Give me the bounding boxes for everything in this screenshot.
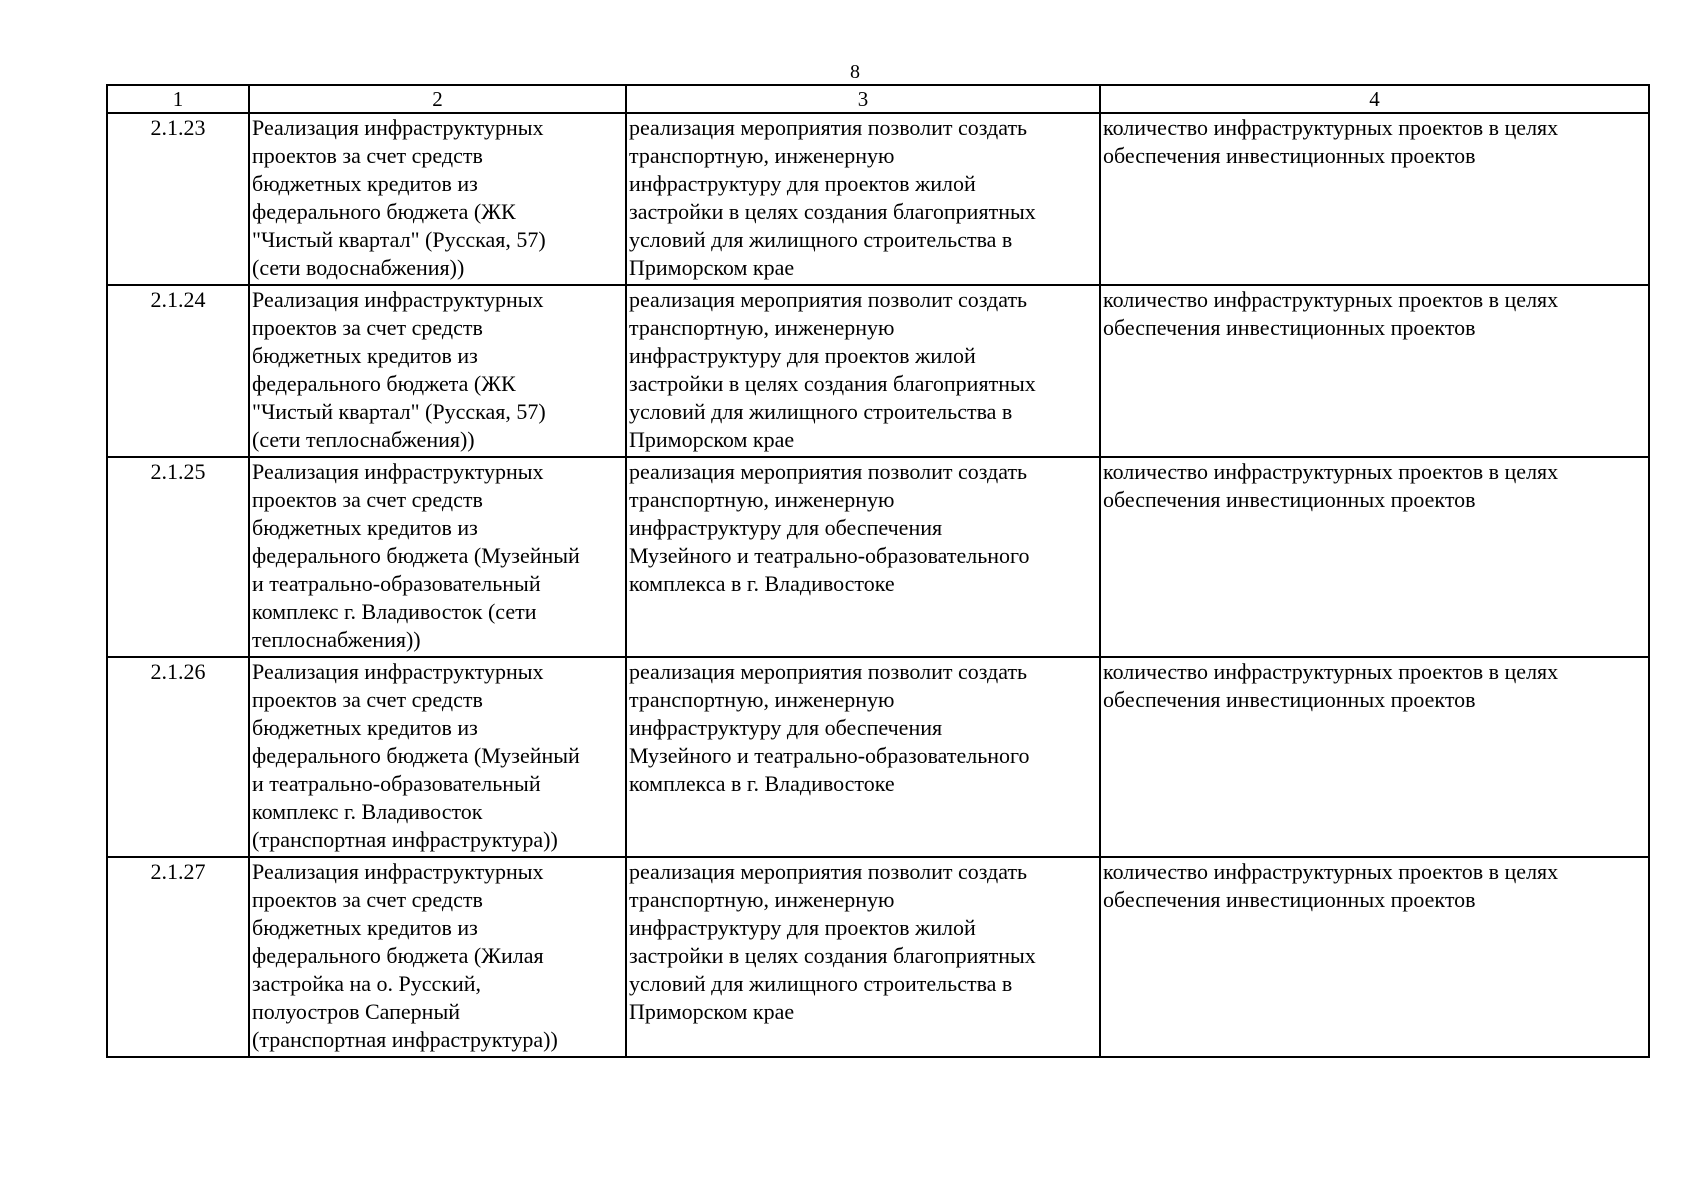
row-number: 2.1.25 [107,457,249,657]
measure-effect: реализация мероприятия позволит создать транспортную, инженерную инфраструктуру для проектов жилой застройки в целях создания благоприятных условий для жилищного строительства в Приморском крае [626,857,1100,1057]
column-header-4: 4 [1100,85,1649,113]
row-number: 2.1.26 [107,657,249,857]
row-number: 2.1.27 [107,857,249,1057]
column-header-2: 2 [249,85,626,113]
measure-name: Реализация инфраструктурных проектов за счет средств бюджетных кредитов из федерального бюджета (Жилая застройка на о. Русский, полуостров Саперный (транспортная инфраструктура)) [249,857,626,1057]
measure-effect: реализация мероприятия позволит создать транспортную, инженерную инфраструктуру для проектов жилой застройки в целях создания благоприятных условий для жилищного строительства в Приморском крае [626,285,1100,457]
table-row [107,857,1649,1057]
table-row [107,285,1649,457]
measure-indicator: количество инфраструктурных проектов в целях обеспечения инвестиционных проектов [1100,113,1649,285]
page-number: 8 [850,61,860,83]
measures-table [106,84,1650,1058]
measure-indicator: количество инфраструктурных проектов в целях обеспечения инвестиционных проектов [1100,457,1649,657]
measure-effect: реализация мероприятия позволит создать транспортную, инженерную инфраструктуру для проектов жилой застройки в целях создания благоприятных условий для жилищного строительства в Приморском крае [626,113,1100,285]
measure-name: Реализация инфраструктурных проектов за счет средств бюджетных кредитов из федерального бюджета (Музейный и театрально-образовательный комплекс г. Владивосток (транспортная инфраструктура)) [249,657,626,857]
measure-effect: реализация мероприятия позволит создать транспортную, инженерную инфраструктуру для обеспечения Музейного и театрально-образовательного комплекса в г. Владивостоке [626,457,1100,657]
row-number: 2.1.23 [107,113,249,285]
measure-name: Реализация инфраструктурных проектов за счет средств бюджетных кредитов из федерального бюджета (Музейный и театрально-образовательный комплекс г. Владивосток (сети теплоснабжения)) [249,457,626,657]
table-row [107,113,1649,285]
measure-indicator: количество инфраструктурных проектов в целях обеспечения инвестиционных проектов [1100,657,1649,857]
row-number: 2.1.24 [107,285,249,457]
measure-indicator: количество инфраструктурных проектов в целях обеспечения инвестиционных проектов [1100,857,1649,1057]
column-header-1: 1 [107,85,249,113]
measure-indicator: количество инфраструктурных проектов в целях обеспечения инвестиционных проектов [1100,285,1649,457]
measure-effect: реализация мероприятия позволит создать транспортную, инженерную инфраструктуру для обеспечения Музейного и театрально-образовательного комплекса в г. Владивостоке [626,657,1100,857]
measure-name: Реализация инфраструктурных проектов за счет средств бюджетных кредитов из федерального бюджета (ЖК "Чистый квартал" (Русская, 57) (сети теплоснабжения)) [249,285,626,457]
column-header-3: 3 [626,85,1100,113]
table-row [107,457,1649,657]
measure-name: Реализация инфраструктурных проектов за счет средств бюджетных кредитов из федерального бюджета (ЖК "Чистый квартал" (Русская, 57) (сети водоснабжения)) [249,113,626,285]
table-row [107,657,1649,857]
header-row [107,85,1649,113]
